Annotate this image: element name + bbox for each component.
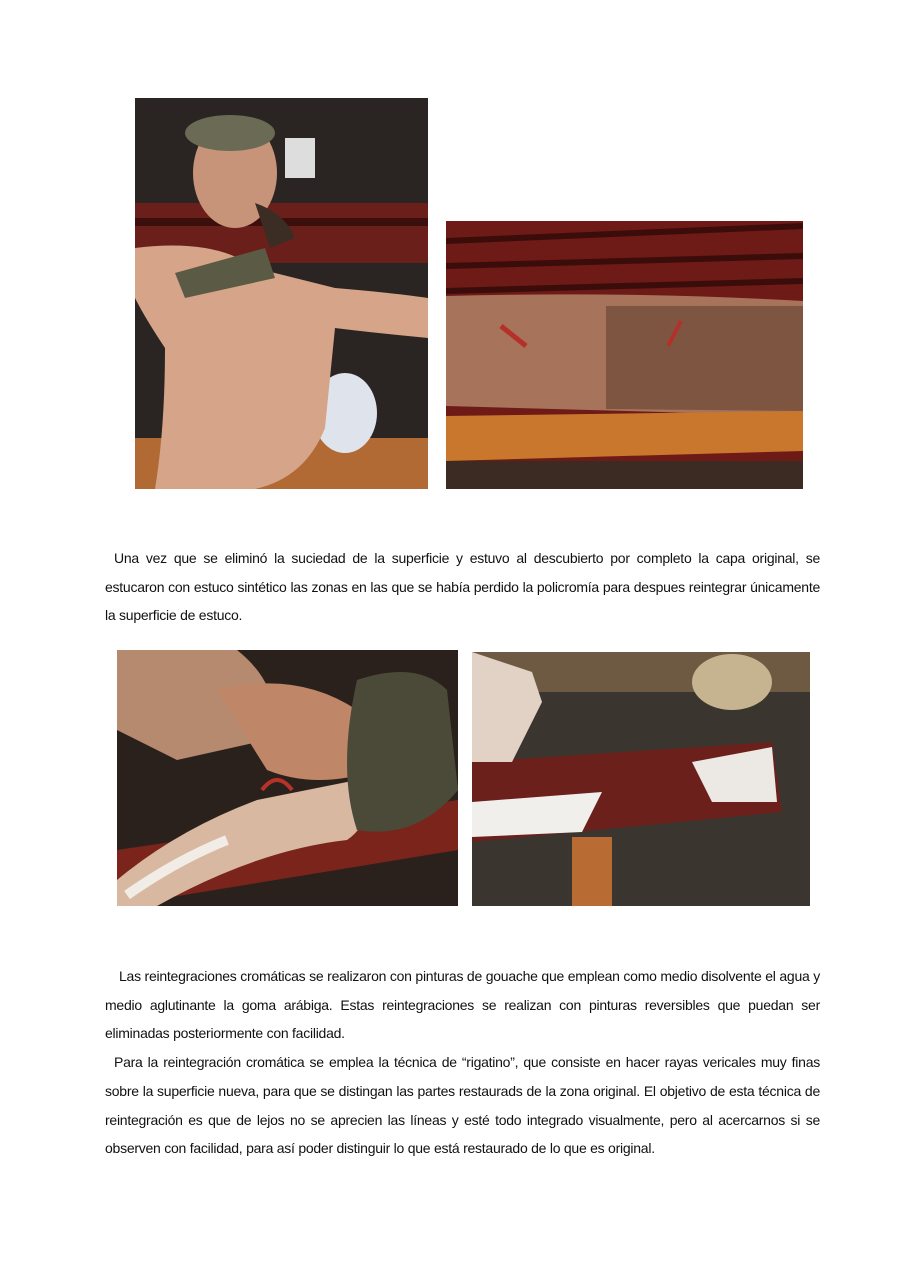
paragraph-text: Una vez que se eliminó la suciedad de la superficie y estuvo al descubierto por completo la capa original, se estucaron con estuco sintético las zonas en las que se había perdido la policromía para despues reintegrar únicamente la superficie de estuco. [105,550,820,624]
paragraph-reintegration [105,962,820,1163]
paragraph-text: Para la reintegración cromática se emplea la técnica de “rigatino”, que consiste en hacer rayas vericales muy finas sobre la superficie nueva, para que se distingan las partes restaurads de la zona original. El objetivo de esta técnica de reintegración es que de lejos no se aprecien las líneas y esté todo integrado visualmente, pero al acercarnos si se observen con facilidad, para así poder distinguir lo que está restaurado de lo que es original. [105,1054,820,1157]
photo-arm-detail [446,221,803,489]
photo-stucco-cross-arm [472,652,810,906]
paragraph-stucco [105,544,820,630]
photo-crucifix-torso [135,98,428,489]
paragraph-text: Las reintegraciones cromáticas se realizaron con pinturas de gouache que emplean como medio disolvente el agua y medio aglutinante la goma arábiga. Estas reintegraciones se realizan con pinturas reversibles que puedan ser eliminadas posteriormente con facilidad. [105,968,820,1042]
photo-stucco-torso [117,650,458,906]
